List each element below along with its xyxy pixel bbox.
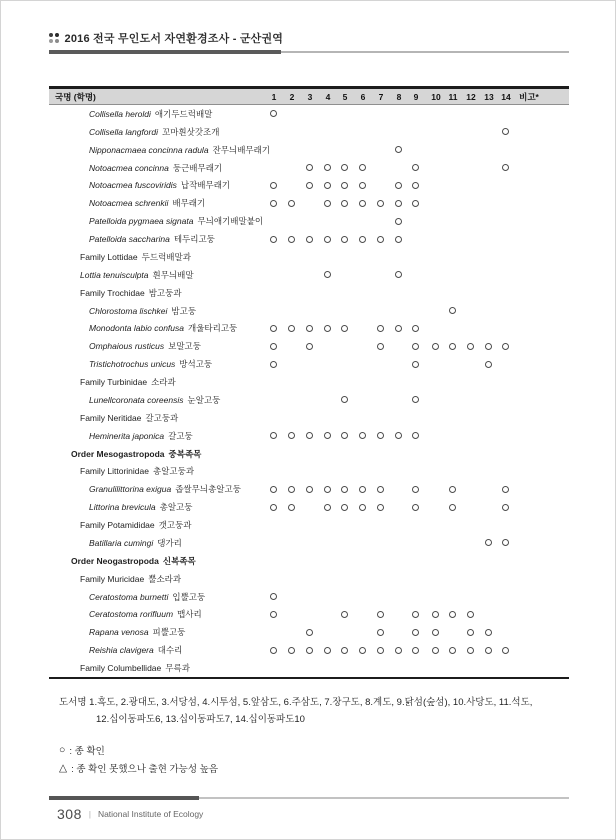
occurrence-circle-icon bbox=[485, 647, 492, 654]
occurrence-circle-icon bbox=[485, 343, 492, 350]
taxon-name bbox=[89, 534, 182, 552]
occurrence-circle-icon bbox=[288, 504, 295, 511]
occurrence-circle-icon bbox=[288, 200, 295, 207]
footer-separator: | bbox=[88, 809, 91, 819]
column-header-8: 8 bbox=[396, 92, 402, 102]
taxon-latin-name: Rapana venosa bbox=[89, 627, 149, 638]
taxon-korean-name: 피뿔고둥 bbox=[152, 627, 186, 638]
occurrence-circle-icon bbox=[449, 486, 456, 493]
column-header-14: 14 bbox=[501, 92, 511, 102]
column-header-11: 11 bbox=[448, 92, 458, 102]
footnote-line-1 bbox=[59, 694, 559, 711]
table-row bbox=[49, 159, 569, 177]
taxon-name bbox=[80, 373, 176, 391]
occurrence-circle-icon bbox=[359, 486, 366, 493]
occurrence-circle-icon bbox=[432, 611, 439, 618]
occurrence-circle-icon bbox=[341, 236, 348, 243]
taxon-name bbox=[89, 159, 222, 177]
occurrence-circle-icon bbox=[432, 647, 439, 654]
occurrence-circle-icon bbox=[395, 325, 402, 332]
occurrence-circle-icon bbox=[270, 504, 277, 511]
occurrence-circle-icon bbox=[306, 325, 313, 332]
table-row bbox=[49, 177, 569, 195]
table-row bbox=[49, 606, 569, 624]
occurrence-circle-icon bbox=[412, 611, 419, 618]
taxon-latin-name: Order Mesogastropoda bbox=[71, 448, 165, 459]
taxon-name bbox=[89, 427, 193, 445]
circle-symbol: ○ bbox=[59, 744, 66, 756]
page-number: 308 bbox=[57, 806, 82, 822]
organization-name: National Institute of Ecology bbox=[97, 809, 204, 819]
occurrence-circle-icon bbox=[306, 647, 313, 654]
table-header-row bbox=[49, 86, 569, 105]
taxon-latin-name: Family Neritidae bbox=[80, 412, 142, 423]
occurrence-circle-icon bbox=[412, 432, 419, 439]
table-body bbox=[49, 105, 569, 679]
taxon-korean-name: 밤고둥과 bbox=[148, 287, 182, 298]
occurrence-circle-icon bbox=[270, 236, 277, 243]
occurrence-circle-icon bbox=[502, 504, 509, 511]
occurrence-circle-icon bbox=[341, 647, 348, 654]
occurrence-circle-icon bbox=[324, 236, 331, 243]
taxon-name bbox=[80, 248, 191, 266]
taxon-latin-name: Family Lottidae bbox=[80, 251, 138, 262]
species-occurrence-table bbox=[49, 86, 569, 679]
occurrence-circle-icon bbox=[270, 593, 277, 600]
occurrence-circle-icon bbox=[377, 647, 384, 654]
table-row bbox=[49, 409, 569, 427]
occurrence-circle-icon bbox=[412, 647, 419, 654]
table-row bbox=[49, 480, 569, 498]
page-title: 2016 전국 무인도서 자연환경조사 - 군산권역 bbox=[64, 33, 284, 45]
table-row bbox=[49, 194, 569, 212]
taxon-latin-name: Collisella langfordi bbox=[89, 126, 158, 137]
occurrence-circle-icon bbox=[306, 432, 313, 439]
taxon-latin-name: Lottia tenuisculpta bbox=[80, 269, 149, 280]
occurrence-circle-icon bbox=[377, 629, 384, 636]
occurrence-circle-icon bbox=[324, 486, 331, 493]
taxon-latin-name: Notoacmea concinna bbox=[89, 162, 169, 173]
taxon-latin-name: Ceratostoma burnetti bbox=[89, 591, 169, 602]
column-header-12: 12 bbox=[466, 92, 476, 102]
taxon-name bbox=[89, 194, 205, 212]
occurrence-circle-icon bbox=[306, 486, 313, 493]
table-row bbox=[49, 302, 569, 320]
occurrence-circle-icon bbox=[502, 647, 509, 654]
occurrence-circle-icon bbox=[324, 200, 331, 207]
taxon-korean-name: 신복족목 bbox=[162, 555, 196, 566]
taxon-name bbox=[89, 588, 205, 606]
occurrence-circle-icon bbox=[412, 182, 419, 189]
occurrence-circle-icon bbox=[341, 432, 348, 439]
occurrence-circle-icon bbox=[270, 361, 277, 368]
occurrence-circle-icon bbox=[270, 200, 277, 207]
table-row bbox=[49, 516, 569, 534]
occurrence-circle-icon bbox=[341, 504, 348, 511]
table-row bbox=[49, 355, 569, 373]
triangle-symbol: △ bbox=[59, 762, 68, 774]
occurrence-circle-icon bbox=[359, 182, 366, 189]
occurrence-circle-icon bbox=[412, 396, 419, 403]
occurrence-circle-icon bbox=[288, 236, 295, 243]
taxon-latin-name: Order Neogastropoda bbox=[71, 555, 159, 566]
taxon-latin-name: Family Muricidae bbox=[80, 573, 145, 584]
table-row bbox=[49, 373, 569, 391]
taxon-latin-name: Littorina brevicula bbox=[89, 502, 156, 513]
taxon-latin-name: Nipponacmaea concinna radula bbox=[89, 144, 209, 155]
occurrence-circle-icon bbox=[359, 504, 366, 511]
occurrence-circle-icon bbox=[341, 325, 348, 332]
occurrence-circle-icon bbox=[324, 647, 331, 654]
occurrence-circle-icon bbox=[324, 504, 331, 511]
occurrence-circle-icon bbox=[377, 343, 384, 350]
column-header-3: 3 bbox=[307, 92, 313, 102]
occurrence-circle-icon bbox=[359, 236, 366, 243]
taxon-korean-name: 밤고둥 bbox=[171, 305, 197, 316]
occurrence-circle-icon bbox=[270, 611, 277, 618]
taxon-name bbox=[89, 391, 220, 409]
taxon-korean-name: 무륵과 bbox=[165, 663, 190, 674]
taxon-korean-name: 꼬마흰삿갓조개 bbox=[161, 126, 220, 137]
occurrence-circle-icon bbox=[502, 486, 509, 493]
taxon-latin-name: Reishia clavigera bbox=[89, 645, 154, 656]
taxon-korean-name: 총알고둥 bbox=[159, 502, 193, 513]
taxon-latin-name: Granulilittorina exigua bbox=[89, 484, 172, 495]
occurrence-circle-icon bbox=[359, 432, 366, 439]
taxon-latin-name: Batillaria cumingi bbox=[89, 537, 154, 548]
table-row bbox=[49, 212, 569, 230]
table-row bbox=[49, 552, 569, 570]
occurrence-circle-icon bbox=[288, 325, 295, 332]
occurrence-circle-icon bbox=[377, 486, 384, 493]
occurrence-circle-icon bbox=[395, 236, 402, 243]
occurrence-circle-icon bbox=[412, 629, 419, 636]
taxon-latin-name: Omphaious rusticus bbox=[89, 341, 165, 352]
occurrence-circle-icon bbox=[395, 200, 402, 207]
occurrence-circle-icon bbox=[341, 182, 348, 189]
table-row bbox=[49, 284, 569, 302]
column-header-9: 9 bbox=[413, 92, 419, 102]
occurrence-circle-icon bbox=[377, 432, 384, 439]
taxon-name bbox=[89, 320, 237, 338]
column-header-7: 7 bbox=[378, 92, 384, 102]
taxon-korean-name: 흰무늬배말 bbox=[152, 269, 194, 280]
taxon-korean-name: 댕가리 bbox=[157, 537, 182, 548]
occurrence-circle-icon bbox=[467, 343, 474, 350]
taxon-korean-name: 잔무늬배무래기 bbox=[212, 144, 271, 155]
occurrence-circle-icon bbox=[324, 432, 331, 439]
table-row bbox=[49, 391, 569, 409]
column-header-5: 5 bbox=[342, 92, 348, 102]
taxon-name bbox=[89, 606, 202, 624]
taxon-name bbox=[80, 266, 194, 284]
taxon-latin-name: Family Potamididae bbox=[80, 520, 155, 531]
header-bullet-icon bbox=[49, 33, 59, 43]
occurrence-circle-icon bbox=[306, 182, 313, 189]
taxon-korean-name: 테두리고둥 bbox=[173, 234, 215, 245]
taxon-korean-name: 대수리 bbox=[157, 645, 183, 656]
table-row bbox=[49, 534, 569, 552]
occurrence-circle-icon bbox=[341, 164, 348, 171]
taxon-name bbox=[80, 516, 192, 534]
occurrence-circle-icon bbox=[377, 325, 384, 332]
column-header-10: 10 bbox=[431, 92, 441, 102]
table-row bbox=[49, 230, 569, 248]
occurrence-circle-icon bbox=[502, 164, 509, 171]
page-footer bbox=[49, 796, 569, 822]
table-row bbox=[49, 623, 569, 641]
name-column-header: 국명 (학명) bbox=[55, 92, 96, 102]
column-header-2: 2 bbox=[289, 92, 295, 102]
occurrence-circle-icon bbox=[288, 647, 295, 654]
taxon-korean-name: 좁쌀무늬총알고둥 bbox=[175, 484, 241, 495]
occurrence-circle-icon bbox=[270, 432, 277, 439]
table-row bbox=[49, 123, 569, 141]
occurrence-circle-icon bbox=[412, 200, 419, 207]
occurrence-circle-icon bbox=[306, 629, 313, 636]
taxon-name bbox=[80, 570, 181, 588]
column-header-6: 6 bbox=[360, 92, 366, 102]
occurrence-circle-icon bbox=[324, 271, 331, 278]
table-row bbox=[49, 463, 569, 481]
occurrence-circle-icon bbox=[485, 629, 492, 636]
column-header-4: 4 bbox=[325, 92, 331, 102]
taxon-latin-name: Family Trochidae bbox=[80, 287, 145, 298]
taxon-latin-name: Heminerita japonica bbox=[89, 430, 165, 441]
occurrence-circle-icon bbox=[449, 611, 456, 618]
taxon-latin-name: Notoacmea fuscoviridis bbox=[89, 180, 177, 191]
occurrence-circle-icon bbox=[412, 325, 419, 332]
taxon-name bbox=[89, 105, 212, 123]
occurrence-circle-icon bbox=[502, 128, 509, 135]
legend-item-possible bbox=[59, 759, 218, 777]
document-header bbox=[49, 30, 569, 54]
occurrence-circle-icon bbox=[306, 236, 313, 243]
table-row bbox=[49, 105, 569, 123]
taxon-name bbox=[89, 355, 212, 373]
taxon-korean-name: 배무래기 bbox=[172, 198, 206, 209]
taxon-name bbox=[89, 177, 230, 195]
table-row bbox=[49, 320, 569, 338]
taxon-latin-name: Patelloida pygmaea signata bbox=[89, 216, 194, 227]
taxon-korean-name: 두드럭배말과 bbox=[141, 251, 191, 262]
taxon-korean-name: 무늬애기배말붙이 bbox=[197, 216, 264, 227]
occurrence-circle-icon bbox=[485, 539, 492, 546]
taxon-name bbox=[80, 463, 194, 481]
occurrence-circle-icon bbox=[341, 611, 348, 618]
column-header-비고: 비고* bbox=[519, 92, 539, 102]
taxon-korean-name: 눈알고둥 bbox=[187, 394, 221, 405]
island-footnote bbox=[59, 694, 559, 728]
occurrence-circle-icon bbox=[377, 200, 384, 207]
occurrence-circle-icon bbox=[377, 236, 384, 243]
table-row bbox=[49, 337, 569, 355]
occurrence-circle-icon bbox=[485, 361, 492, 368]
occurrence-circle-icon bbox=[449, 307, 456, 314]
taxon-name bbox=[89, 230, 215, 248]
taxon-korean-name: 애기두드럭배말 bbox=[154, 108, 213, 119]
occurrence-circle-icon bbox=[359, 164, 366, 171]
column-header-13: 13 bbox=[484, 92, 494, 102]
table-row bbox=[49, 570, 569, 588]
occurrence-circle-icon bbox=[449, 343, 456, 350]
taxon-name bbox=[89, 302, 196, 320]
taxon-korean-name: 방석고둥 bbox=[179, 359, 213, 370]
occurrence-circle-icon bbox=[270, 343, 277, 350]
taxon-latin-name: Collisella heroldi bbox=[89, 108, 151, 119]
taxon-name bbox=[89, 480, 241, 498]
footnote-line-2: 12.십이동파도6, 13.십이동파도7, 14.십이동파도10 bbox=[96, 714, 305, 725]
taxon-korean-name: 소라과 bbox=[151, 377, 176, 388]
occurrence-circle-icon bbox=[270, 647, 277, 654]
footnote-label: 도서명 bbox=[59, 697, 87, 708]
table-row bbox=[49, 427, 569, 445]
taxon-korean-name: 맵사리 bbox=[177, 609, 202, 620]
legend-text: : 종 확인 bbox=[69, 746, 105, 757]
taxon-latin-name: Notoacmea schrenkii bbox=[89, 198, 169, 209]
table-row bbox=[49, 248, 569, 266]
taxon-korean-name: 갈고둥과 bbox=[145, 412, 179, 423]
taxon-name bbox=[89, 623, 185, 641]
occurrence-circle-icon bbox=[359, 647, 366, 654]
taxon-name bbox=[89, 212, 263, 230]
header-rule bbox=[49, 50, 569, 54]
occurrence-circle-icon bbox=[412, 343, 419, 350]
occurrence-circle-icon bbox=[270, 110, 277, 117]
taxon-korean-name: 중복족목 bbox=[168, 448, 202, 459]
occurrence-circle-icon bbox=[395, 647, 402, 654]
occurrence-circle-icon bbox=[341, 200, 348, 207]
table-row bbox=[49, 588, 569, 606]
taxon-latin-name: Lunellcoronata coreensis bbox=[89, 394, 184, 405]
taxon-korean-name: 입뿔고둥 bbox=[172, 591, 206, 602]
taxon-korean-name: 납작배무래기 bbox=[180, 180, 231, 191]
occurrence-circle-icon bbox=[502, 343, 509, 350]
taxon-korean-name: 개울타리고둥 bbox=[188, 323, 238, 334]
occurrence-circle-icon bbox=[377, 504, 384, 511]
footnote-islands-1: 1.흑도, 2.광대도, 3.서당섬, 4.시투섬, 5.앞삼도, 6.주삼도, 7.장구도, 8.계도, 9.닭섬(숲섬), 10.사당도, 11.석도, bbox=[89, 697, 533, 708]
occurrence-circle-icon bbox=[449, 504, 456, 511]
taxon-latin-name: Chlorostoma lischkei bbox=[89, 305, 168, 316]
occurrence-circle-icon bbox=[341, 486, 348, 493]
taxon-name bbox=[80, 659, 190, 677]
taxon-latin-name: Tristichotrochus unicus bbox=[89, 359, 176, 370]
occurrence-circle-icon bbox=[502, 539, 509, 546]
occurrence-circle-icon bbox=[359, 200, 366, 207]
column-header-1: 1 bbox=[271, 92, 277, 102]
occurrence-circle-icon bbox=[324, 164, 331, 171]
occurrence-circle-icon bbox=[377, 611, 384, 618]
legend-item-confirmed bbox=[59, 741, 218, 759]
occurrence-circle-icon bbox=[341, 396, 348, 403]
occurrence-circle-icon bbox=[288, 486, 295, 493]
occurrence-circle-icon bbox=[412, 504, 419, 511]
occurrence-circle-icon bbox=[467, 629, 474, 636]
occurrence-circle-icon bbox=[412, 164, 419, 171]
taxon-latin-name: Monodonta labio confusa bbox=[89, 323, 184, 334]
table-row bbox=[49, 141, 569, 159]
taxon-latin-name: Family Columbellidae bbox=[80, 663, 162, 674]
occurrence-circle-icon bbox=[467, 647, 474, 654]
occurrence-circle-icon bbox=[395, 271, 402, 278]
occurrence-circle-icon bbox=[449, 647, 456, 654]
taxon-korean-name: 갈고둥 bbox=[168, 430, 193, 441]
taxon-name bbox=[71, 445, 201, 463]
occurrence-circle-icon bbox=[270, 486, 277, 493]
taxon-korean-name: 갯고둥과 bbox=[158, 520, 192, 531]
taxon-name bbox=[80, 409, 178, 427]
occurrence-circle-icon bbox=[395, 146, 402, 153]
occurrence-circle-icon bbox=[432, 343, 439, 350]
taxon-name bbox=[89, 141, 270, 159]
occurrence-circle-icon bbox=[270, 325, 277, 332]
occurrence-circle-icon bbox=[395, 432, 402, 439]
taxon-korean-name: 보말고둥 bbox=[168, 341, 201, 352]
taxon-korean-name: 둥근배무래기 bbox=[172, 162, 223, 173]
taxon-name bbox=[89, 337, 201, 355]
taxon-name bbox=[71, 552, 196, 570]
legend bbox=[59, 741, 218, 777]
taxon-name bbox=[80, 284, 182, 302]
table-row bbox=[49, 445, 569, 463]
occurrence-circle-icon bbox=[270, 182, 277, 189]
occurrence-circle-icon bbox=[467, 611, 474, 618]
taxon-name bbox=[89, 123, 219, 141]
taxon-latin-name: Patelloida saccharina bbox=[89, 234, 170, 245]
occurrence-circle-icon bbox=[324, 182, 331, 189]
occurrence-circle-icon bbox=[412, 361, 419, 368]
table-row bbox=[49, 659, 569, 677]
occurrence-circle-icon bbox=[324, 325, 331, 332]
occurrence-circle-icon bbox=[306, 343, 313, 350]
table-row bbox=[49, 266, 569, 284]
taxon-korean-name: 뿔소라과 bbox=[148, 573, 182, 584]
occurrence-circle-icon bbox=[432, 629, 439, 636]
occurrence-circle-icon bbox=[395, 218, 402, 225]
occurrence-circle-icon bbox=[306, 164, 313, 171]
table-row bbox=[49, 498, 569, 516]
taxon-korean-name: 총알고둥과 bbox=[152, 466, 195, 477]
occurrence-circle-icon bbox=[412, 486, 419, 493]
legend-text: : 종 확인 못했으나 출현 가능성 높음 bbox=[71, 764, 219, 775]
taxon-latin-name: Family Turbinidae bbox=[80, 377, 148, 388]
taxon-name bbox=[89, 498, 192, 516]
taxon-latin-name: Family Littorinidae bbox=[80, 466, 149, 477]
occurrence-circle-icon bbox=[395, 182, 402, 189]
occurrence-circle-icon bbox=[288, 432, 295, 439]
footer-rule bbox=[49, 796, 569, 800]
taxon-name bbox=[89, 641, 182, 659]
table-row bbox=[49, 641, 569, 659]
taxon-latin-name: Ceratostoma rorifluum bbox=[89, 609, 174, 620]
